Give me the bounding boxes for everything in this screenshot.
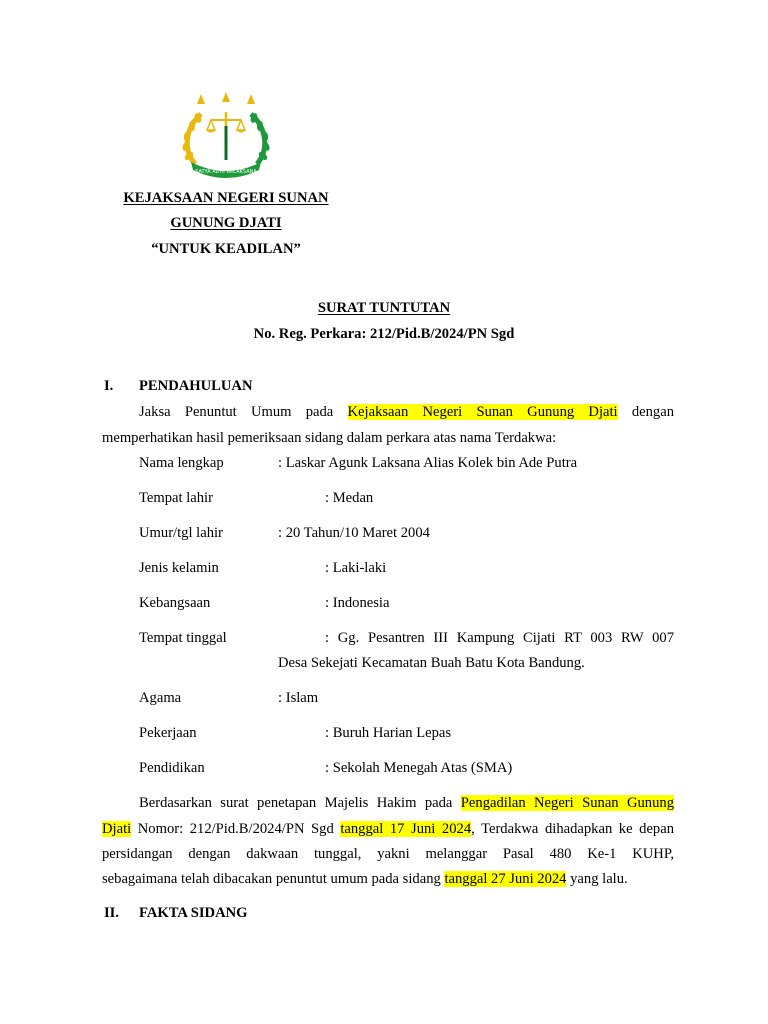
section-2-title: FAKTA SIDANG <box>139 905 248 921</box>
label-kebangsaan: Kebangsaan <box>139 595 211 611</box>
office-name-line1: KEJAKSAAN NEGERI SUNAN <box>123 190 329 206</box>
label-nama: Nama lengkap <box>139 455 224 471</box>
kejaksaan-emblem-icon <box>155 86 297 182</box>
highlight-court-name: Pengadilan Negeri Sunan Gunung <box>460 795 674 811</box>
intro-text-b: dengan <box>631 404 674 420</box>
section-1-number: I. <box>104 378 114 394</box>
value-tempat-tinggal-line-2: Desa Sekejati Kecamatan Buah Batu Kota Bandung. <box>278 655 585 671</box>
paragraph-text: , Terdakwa dihadapkan ke depan <box>471 821 674 837</box>
logo <box>155 86 297 182</box>
paragraph-line-2 <box>102 821 674 838</box>
value-kebangsaan: : Indonesia <box>325 595 390 611</box>
paragraph-text: sebagaimana telah dibacakan penuntut umum pada sidang <box>102 871 441 887</box>
paragraph-line-3: persidangan dengan dakwaan tunggal, yakni melanggar Pasal 480 Ke-1 KUHP, <box>102 846 674 862</box>
value-agama: : Islam <box>278 690 319 706</box>
paragraph-text: yang lalu. <box>570 871 628 887</box>
office-name-line2: GUNUNG DJATI <box>170 215 282 231</box>
logo-motto: SATYA ADHI WICAKSANA <box>195 169 257 175</box>
label-tempat-tinggal: Tempat tinggal <box>139 630 227 646</box>
label-pekerjaan: Pekerjaan <box>139 725 197 741</box>
value-umur: : 20 Tahun/10 Maret 2004 <box>278 525 430 541</box>
highlight-office-name: Kejaksaan Negeri Sunan Gunung Djati <box>347 404 618 420</box>
value-tempat-lahir: : Medan <box>325 490 374 506</box>
value-tempat-tinggal: : Gg. Pesantren III Kampung Cijati RT 003 RW 007 <box>325 630 674 646</box>
paragraph-text: Berdasarkan surat penetapan Majelis Hakim pada <box>139 795 453 811</box>
label-umur: Umur/tgl lahir <box>139 525 223 541</box>
section-2-number: II. <box>104 905 120 921</box>
label-agama: Agama <box>139 690 182 706</box>
label-jenis-kelamin: Jenis kelamin <box>139 560 219 576</box>
highlight-date-2: tanggal 27 Juni 2024 <box>444 871 567 887</box>
value-jenis-kelamin: : Laki-laki <box>325 560 387 576</box>
paragraph-line-1 <box>139 795 674 812</box>
paragraph-text: Nomor: 212/Pid.B/2024/PN Sgd <box>137 821 334 837</box>
value-pekerjaan: : Buruh Harian Lepas <box>325 725 452 741</box>
label-pendidikan: Pendidikan <box>139 760 205 776</box>
highlight-court-name-cont: Djati <box>102 821 132 837</box>
tagline: “UNTUK KEADILAN” <box>151 241 301 257</box>
highlight-date-1: tanggal 17 Juni 2024 <box>340 821 472 837</box>
label-tempat-lahir: Tempat lahir <box>139 490 213 506</box>
paragraph-line-4 <box>102 871 628 888</box>
registration-number: No. Reg. Perkara: 212/Pid.B/2024/PN Sgd <box>253 326 515 342</box>
section-1-title: PENDAHULUAN <box>139 378 253 394</box>
intro-line-2: memperhatikan hasil pemeriksaan sidang dalam perkara atas nama Terdakwa: <box>102 430 557 446</box>
value-nama: : Laskar Agunk Laksana Alias Kolek bin Ade Putra <box>278 455 578 471</box>
intro-text-a: Jaksa Penuntut Umum pada <box>139 404 334 420</box>
intro-line-1 <box>139 404 674 421</box>
value-pendidikan: : Sekolah Menegah Atas (SMA) <box>325 760 513 776</box>
document-title: SURAT TUNTUTAN <box>317 300 451 316</box>
